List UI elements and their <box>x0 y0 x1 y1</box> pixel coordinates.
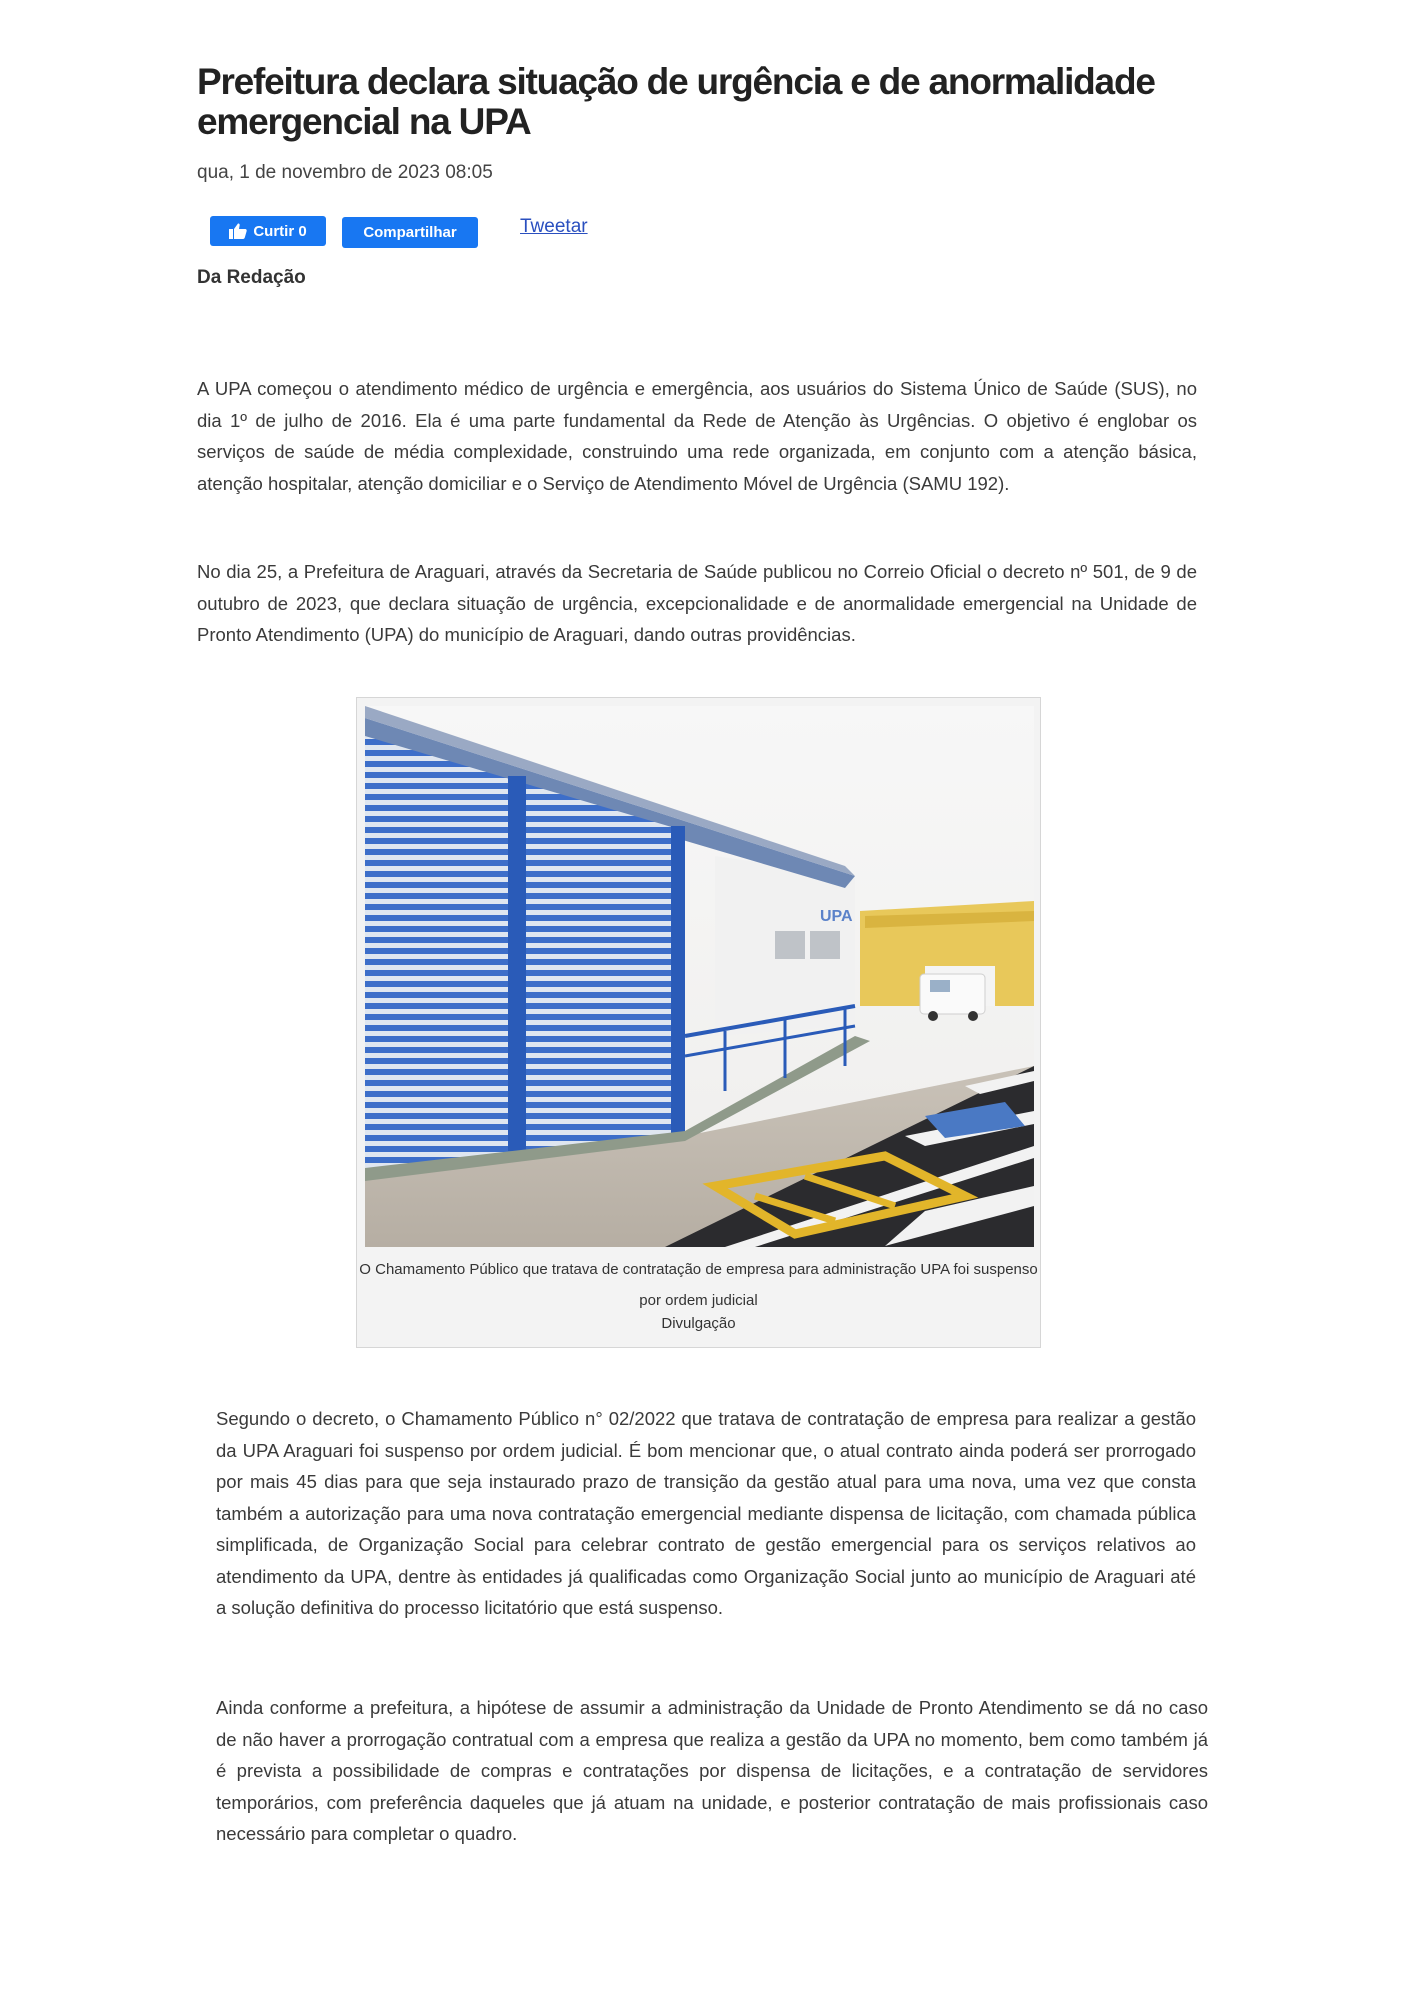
tweet-link[interactable]: Tweetar <box>520 216 588 237</box>
article-figure <box>356 697 1041 1348</box>
article-paragraph: Ainda conforme a prefeitura, a hipótese de assumir a administração da Unidade de Pronto Atendimento se dá no caso de não haver a prorrogação contratual com a empresa que realiza a gestão da UPA no momento, bem como também já é prevista a possibilidade de compras e contratações por dispensa de licitações, e a contratação de servidores temporários, com preferência daqueles que já atuam na unidade, e posterior contratação de mais profissionais caso necessário para completar o quadro. <box>216 1697 1208 1844</box>
article-byline: Da Redação <box>197 267 306 288</box>
svg-text:UPA: UPA <box>820 908 853 925</box>
figure-caption: O Chamamento Público que tratava de contratação de empresa para administração UPA foi suspenso por ordem judicial <box>359 1261 1038 1309</box>
article-paragraph: Segundo o decreto, o Chamamento Público n° 02/2022 que tratava de contratação de empresa para realizar a gestão da UPA Araguari foi suspenso por ordem judicial. É bom mencionar que, o atual contrato ainda poderá ser prorrogado por mais 45 dias para que seja instaurado prazo de transição da gestão atual para uma nova, uma vez que consta também a autorização para uma nova contratação emergencial mediante dispensa de licitação, com chamada pública simplificada, de Organização Social para celebrar contrato de gestão emergencial para os serviços relativos ao atendimento da UPA, dentre às entidades já qualificadas como Organização Social junto ao município de Araguari até a solução definitiva do processo licitatório que está suspenso. <box>216 1408 1196 1618</box>
like-button[interactable] <box>210 216 326 246</box>
article-date: qua, 1 de novembro de 2023 08:05 <box>197 162 493 183</box>
like-button-label: Curtir 0 <box>253 222 307 240</box>
figure-credit: Divulgação <box>661 1315 736 1332</box>
article-paragraph: No dia 25, a Prefeitura de Araguari, através da Secretaria de Saúde publicou no Correio Oficial o decreto nº 501, de 9 de outubro de 2023, que declara situação de urgência, excepcionalidade e de anormalidade emergencial na Unidade de Pronto Atendimento (UPA) do município de Araguari, dando outras providências. <box>197 561 1197 645</box>
upa-building-photo <box>365 706 1034 1247</box>
share-button[interactable]: Compartilhar <box>342 217 478 248</box>
article-paragraph: A UPA começou o atendimento médico de urgência e emergência, aos usuários do Sistema Único de Saúde (SUS), no dia 1º de julho de 2016. Ela é uma parte fundamental da Rede de Atenção às Urgências. O objetivo é englobar os serviços de saúde de média complexidade, construindo uma rede organizada, em conjunto com a atenção básica, atenção hospitalar, atenção domiciliar e o Serviço de Atendimento Móvel de Urgência (SAMU 192). <box>197 378 1197 494</box>
article-title: Prefeitura declara situação de urgência e de anormalidade emergencial na UPA <box>197 61 1155 142</box>
thumbs-up-icon <box>229 223 247 239</box>
